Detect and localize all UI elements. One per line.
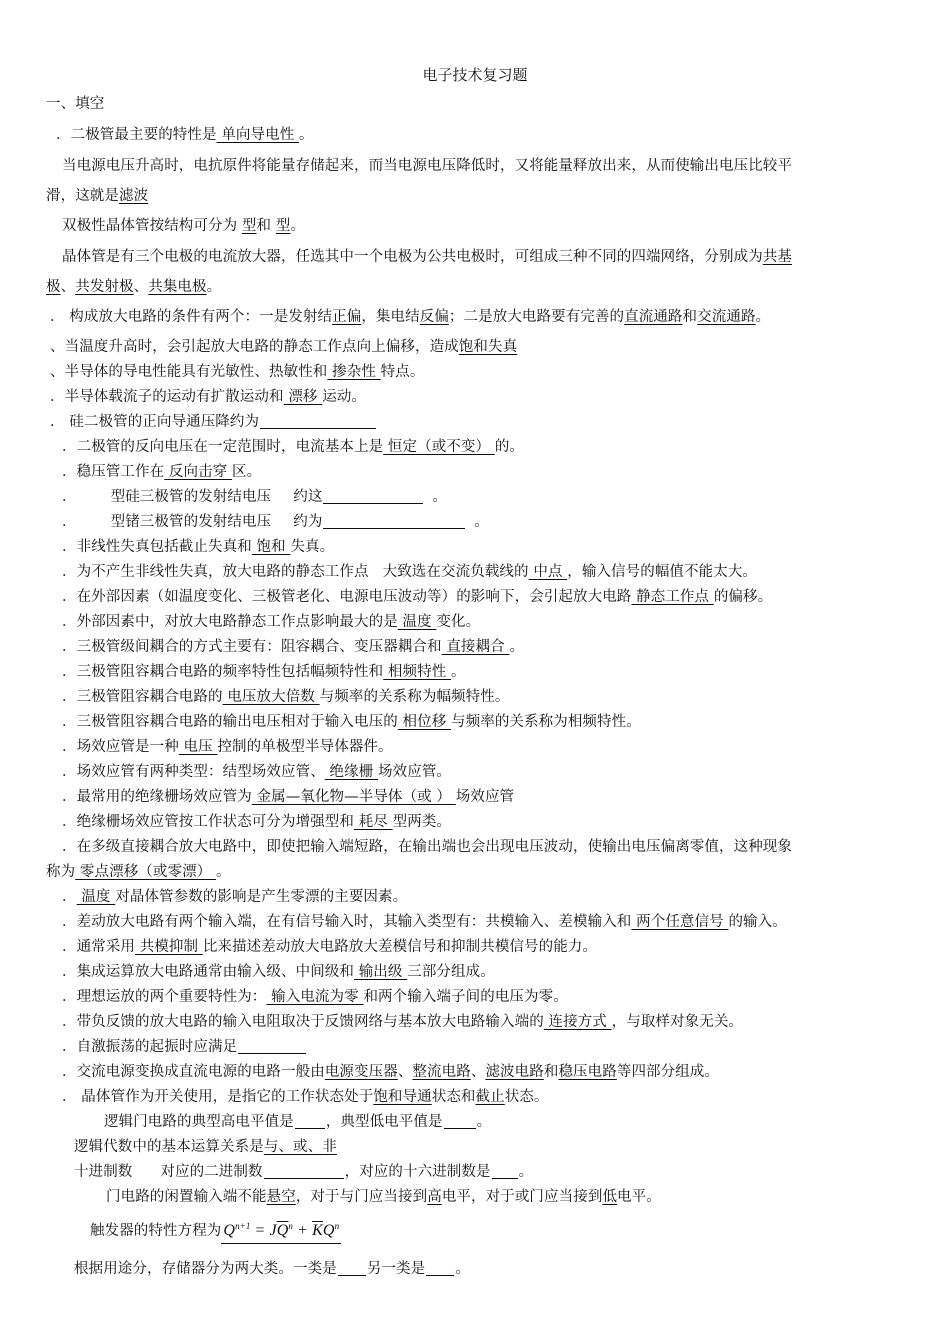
answer: 饱和失真 bbox=[458, 339, 518, 355]
question-15: ．为不产生非线性失真，放大电路的静态工作点 大致选在交流负载线的 中点 ，输入信号的幅值不能太大。 bbox=[62, 564, 758, 580]
question-26-line2: 称为 零点漂移（或零漂） 。 bbox=[46, 864, 231, 880]
answer: 型 bbox=[275, 218, 291, 234]
question-22: ．场效应管是一种 电压 控制的单极型半导体器件。 bbox=[62, 739, 393, 755]
answer: 输出级 bbox=[354, 964, 408, 980]
answer: 低 bbox=[602, 1189, 618, 1205]
answer: 恒定（或不变） bbox=[383, 439, 495, 455]
answer: 漂移 bbox=[283, 389, 323, 405]
question-31: ．理想运放的两个重要特性为： 输入电流为零 和两个输入端子间的电压为零。 bbox=[62, 989, 568, 1005]
answer-blank bbox=[492, 1163, 518, 1179]
question-2-line1: 当电源电压升高时，电抗原件将能量存储起来，而当电源电压降低时，又将能量释放出来，从而使输出电压比较平 bbox=[62, 158, 792, 174]
answer: 掺杂性 bbox=[327, 364, 381, 380]
question-16: ．在外部因素（如温度变化、三极管老化、电源电压波动等）的影响下，会引起放大电路 静态工作点 的偏移。 bbox=[62, 589, 773, 605]
answer: 直接耦合 bbox=[441, 639, 510, 655]
page-title: 电子技术复习题 bbox=[422, 66, 528, 84]
answer: 单向导电性 bbox=[216, 127, 300, 143]
question-26-line1: ．在多级直接耦合放大电路中，即使把输入端短路，在输出端也会出现电压波动，使输出电压偏离零值，这种现象 bbox=[62, 839, 792, 855]
answer: 绝缘栅 bbox=[324, 764, 379, 780]
question-14: ．非线性失真包括截止失真和 饱和 失真。 bbox=[62, 539, 335, 555]
characteristic-equation: $Q^{n+1} = J\overline{Q}^n + \overline{K}Q^n$ bbox=[221, 1220, 341, 1244]
answer: 与、或、非 bbox=[263, 1139, 337, 1155]
answer: 共集电极 bbox=[148, 279, 207, 295]
answer: 反偏 bbox=[419, 309, 449, 325]
answer: 共基 bbox=[762, 249, 792, 265]
answer: 电源变压器 bbox=[324, 1064, 398, 1080]
answer: 温度 bbox=[76, 889, 116, 905]
answer: 零点漂移（或零漂） bbox=[75, 864, 217, 880]
answer: 共模抑制 bbox=[135, 939, 203, 955]
question-19: ．三极管阻容耦合电路的频率特性包括幅频特性和 相频特性 。 bbox=[62, 664, 466, 680]
question-39: 门电路的闲置输入端不能悬空，对于与门应当接到高电平，对于或门应当接到低电平。 bbox=[106, 1189, 661, 1205]
question-13: ． 型锗三极管的发射结电压 约为 。 bbox=[62, 514, 490, 530]
answer: 两个任意信号 bbox=[631, 914, 729, 930]
answer: 连接方式 bbox=[543, 1014, 612, 1030]
answer: 反向击穿 bbox=[164, 464, 233, 480]
answer: 相频特性 bbox=[383, 664, 452, 680]
answer-blank bbox=[323, 488, 423, 504]
question-24: ．最常用的绝缘栅场效应管为 金属—氧化物—半导体（或 ） 场效应管 bbox=[62, 789, 515, 805]
answer-blank bbox=[264, 1163, 344, 1179]
answer: 高 bbox=[427, 1189, 442, 1205]
question-7: 、半导体的导电性能具有光敏性、热敏性和 掺杂性 特点。 bbox=[50, 364, 425, 380]
question-18: ．三极管级间耦合的方式主要有：阻容耦合、变压器耦合和 直接耦合 。 bbox=[62, 639, 525, 655]
answer: 悬空 bbox=[266, 1189, 296, 1205]
question-9: ． 硅二极管的正向导通压降约为 bbox=[50, 413, 377, 431]
answer: 稳压电路 bbox=[558, 1064, 617, 1080]
question-33: ．自激振荡的起振时应满足 bbox=[62, 1038, 307, 1056]
answer: 极 bbox=[46, 279, 61, 295]
question-20: ．三极管阻容耦合电路的 电压放大倍数 与频率的关系称为幅频特性。 bbox=[62, 689, 510, 705]
question-40: 触发器的特性方程为 $Q^{n+1} = J\overline{Q}^n + \overline{K}Q^n$ bbox=[90, 1220, 341, 1244]
question-21: ．三极管阻容耦合电路的输出电压相对于输入电压的 相位移 与频率的关系称为相频特性。 bbox=[62, 714, 641, 730]
question-17: ．外部因素中，对放大电路静态工作点影响最大的是 温度 变化。 bbox=[62, 614, 481, 630]
answer-blank bbox=[295, 1113, 325, 1129]
answer: 整流电路 bbox=[412, 1064, 471, 1080]
question-32: ．带负反馈的放大电路的输入电阻取决于反馈网络与基本放大电路输入端的 连接方式 ，与取样对象无关。 bbox=[62, 1014, 744, 1030]
answer: 输入电流为零 bbox=[266, 989, 364, 1005]
answer: 电压放大倍数 bbox=[222, 689, 320, 705]
answer: 滤波电路 bbox=[485, 1064, 544, 1080]
question-27: ． 温度 对晶体管参数的影响是产生零漂的主要因素。 bbox=[62, 889, 408, 905]
question-10: ．二极管的反向电压在一定范围时，电流基本上是 恒定（或不变） 的。 bbox=[62, 439, 525, 455]
question-34: ．交流电源变换成直流电源的电路一般由电源变压器、整流电路、滤波电路和稳压电路等四部分组成。 bbox=[62, 1064, 720, 1080]
question-30: ．集成运算放大电路通常由输入级、中间级和 输出级 三部分组成。 bbox=[62, 964, 495, 980]
answer: 金属—氧化物—半导体（或 ） bbox=[251, 789, 456, 805]
question-4-line2: 极、共发射极、共集电极。 bbox=[46, 279, 222, 295]
question-8: ．半导体载流子的运动有扩散运动和 漂移 运动。 bbox=[50, 389, 367, 405]
answer: 饱和 bbox=[251, 539, 291, 555]
question-23: ．场效应管有两种类型：结型场效应管、 绝缘栅 场效应管。 bbox=[62, 764, 452, 780]
question-41: 根据用途分，存储器分为两大类。一类是 另一类是 。 bbox=[74, 1261, 470, 1277]
question-5: ． 构成放大电路的条件有两个：一是发射结正偏，集电结反偏；二是放大电路要有完善的直流通路和交流通路。 bbox=[50, 309, 771, 325]
answer: 共发射极 bbox=[75, 279, 134, 295]
answer-blank bbox=[426, 1260, 454, 1276]
question-3: 双极性晶体管按结构可分为 型和 型。 bbox=[62, 218, 306, 234]
question-4-line1: 晶体管是有三个电极的电流放大器，任选其中一个电极为公共电极时，可组成三种不同的四端网络，分别成为共基 bbox=[62, 249, 792, 265]
answer-blank bbox=[238, 1038, 306, 1054]
question-25: ．绝缘栅场效应管按工作状态可分为增强型和 耗尽 型两类。 bbox=[62, 814, 452, 830]
question-29: ．通常采用 共模抑制 比来描述差动放大电路放大差模信号和抑制共模信号的能力。 bbox=[62, 939, 598, 955]
answer: 耗尽 bbox=[354, 814, 393, 830]
answer: 截止 bbox=[475, 1089, 505, 1105]
answer: 温度 bbox=[397, 614, 437, 630]
question-2-line2: 滑，这就是滤波 bbox=[46, 188, 149, 204]
answer: 静态工作点 bbox=[631, 589, 714, 605]
question-1: ．二极管最主要的特性是 单向导电性 。 bbox=[56, 127, 314, 143]
answer: 滤波 bbox=[119, 188, 149, 204]
answer: 饱和导通 bbox=[373, 1089, 432, 1105]
answer: 交流通路 bbox=[697, 309, 756, 325]
answer-blank bbox=[338, 1260, 366, 1276]
question-6: 、当温度升高时，会引起放大电路的静态工作点向上偏移，造成饱和失真 bbox=[50, 339, 518, 355]
answer: 中点 bbox=[528, 564, 568, 580]
answer-blank bbox=[260, 413, 376, 429]
answer: 电压 bbox=[178, 739, 218, 755]
section-heading: 一、填空 bbox=[46, 96, 105, 112]
question-35: ． 晶体管作为开关使用，是指它的工作状态处于饱和导通状态和截止状态。 bbox=[62, 1089, 549, 1105]
answer-blank bbox=[444, 1113, 476, 1129]
answer: 正偏 bbox=[332, 309, 362, 325]
answer: 型 bbox=[241, 218, 257, 234]
question-11: ．稳压管工作在 反向击穿 区。 bbox=[62, 464, 262, 480]
question-37: 逻辑代数中的基本运算关系是与、或、非 bbox=[74, 1139, 337, 1155]
question-38: 十进制数 对应的二进制数 ，对应的十六进制数是 。 bbox=[74, 1164, 534, 1180]
answer: 直流通路 bbox=[624, 309, 683, 325]
question-12: ． 型硅三极管的发射结电压 约这 。 bbox=[62, 489, 448, 505]
answer-blank bbox=[323, 513, 465, 529]
answer: 相位移 bbox=[397, 714, 452, 730]
question-36: 逻辑门电路的典型高电平值是 ，典型低电平值是 。 bbox=[104, 1114, 492, 1130]
question-28: ．差动放大电路有两个输入端，在有信号输入时，其输入类型有：共模输入、差模输入和 两个任意信号 的输入。 bbox=[62, 914, 787, 930]
